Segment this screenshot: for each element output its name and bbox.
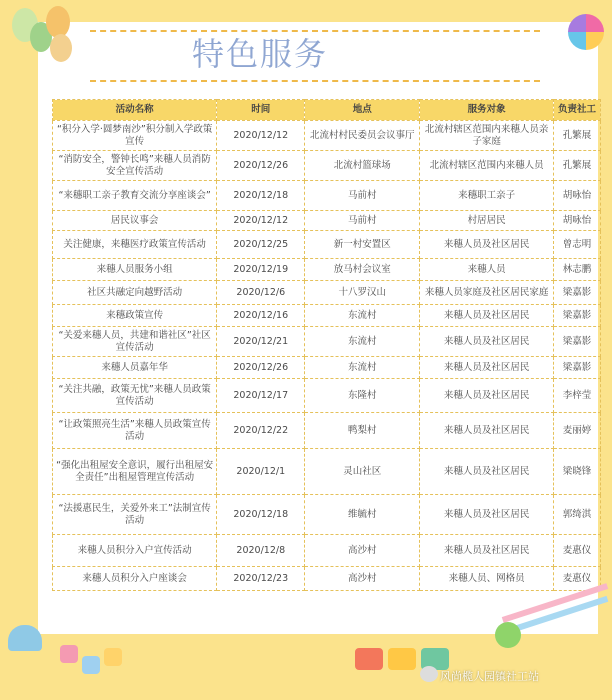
- abc-blocks-icon: [60, 645, 78, 663]
- worker-cell: 孔繁展: [554, 121, 601, 151]
- audience-cell: 来穗人员及社区居民: [420, 357, 554, 379]
- location-cell: 维毓村: [305, 495, 420, 535]
- location-cell: 马前村: [305, 181, 420, 211]
- abc-blocks-icon: [82, 656, 100, 674]
- footer-watermark: 风尚榄人园镇社工站: [440, 670, 539, 683]
- worker-cell: 胡咏怡: [554, 211, 601, 231]
- location-cell: 东流村: [305, 327, 420, 357]
- table-row: [53, 495, 601, 535]
- audience-cell: 来穗人员及社区居民: [420, 535, 554, 567]
- date-cell: 2020/12/18: [217, 495, 305, 535]
- activity-cell: 来穗人员积分入户宣传活动: [53, 535, 217, 567]
- activity-cell: 来穗人员嘉年华: [53, 357, 217, 379]
- date-cell: 2020/12/18: [217, 181, 305, 211]
- worker-cell: 麦惠仪: [554, 535, 601, 567]
- audience-cell: 来穗人员及社区居民: [420, 231, 554, 259]
- date-cell: 2020/12/22: [217, 413, 305, 449]
- location-cell: 新一村安置区: [305, 231, 420, 259]
- worker-cell: 梁晓锋: [554, 449, 601, 495]
- location-cell: 放马村会议室: [305, 259, 420, 281]
- location-cell: 鸭梨村: [305, 413, 420, 449]
- worker-cell: 曾志明: [554, 231, 601, 259]
- location-cell: 高沙村: [305, 567, 420, 591]
- audience-cell: 北流村辖区范围内来穗人员亲子家庭: [420, 121, 554, 151]
- table-row: [53, 151, 601, 181]
- header-worker: 负责社工: [554, 100, 601, 121]
- header-activity: 活动名称: [53, 100, 217, 121]
- header-audience: 服务对象: [420, 100, 554, 121]
- date-cell: 2020/12/26: [217, 357, 305, 379]
- location-cell: 灵山社区: [305, 449, 420, 495]
- activity-cell: “强化出租屋安全意识，履行出租屋安全责任”出租屋管理宣传活动: [53, 449, 217, 495]
- worker-cell: 孔繁展: [554, 151, 601, 181]
- worker-cell: 麦丽婷: [554, 413, 601, 449]
- audience-cell: 来穗人员及社区居民: [420, 379, 554, 413]
- audience-cell: 来穗职工亲子: [420, 181, 554, 211]
- audience-cell: 来穗人员及社区居民: [420, 495, 554, 535]
- table-row: [53, 413, 601, 449]
- train-icon: [355, 648, 383, 670]
- activity-cell: “法援惠民生，关爱外来工”法制宣传活动: [53, 495, 217, 535]
- date-cell: 2020/12/8: [217, 535, 305, 567]
- table-row: [53, 449, 601, 495]
- stroller-icon: [8, 625, 42, 651]
- date-cell: 2020/12/21: [217, 327, 305, 357]
- worker-cell: 李梓莹: [554, 379, 601, 413]
- table-row: [53, 211, 601, 231]
- table-row: [53, 281, 601, 305]
- location-cell: 北流村村民委员会议事厅: [305, 121, 420, 151]
- worker-cell: 林志鹏: [554, 259, 601, 281]
- page-title: 特色服务: [191, 35, 328, 73]
- location-cell: 高沙村: [305, 535, 420, 567]
- header-date: 时间: [217, 100, 305, 121]
- worker-cell: 郭绮淇: [554, 495, 601, 535]
- audience-cell: 北流村辖区范围内来穗人员: [420, 151, 554, 181]
- table-row: [53, 259, 601, 281]
- activity-cell: 来穗人员积分入户座谈会: [53, 567, 217, 591]
- activity-cell: 来穗政策宣传: [53, 305, 217, 327]
- location-cell: 东流村: [305, 305, 420, 327]
- activity-cell: “来穗职工亲子教育交流分享座谈会”: [53, 181, 217, 211]
- location-cell: 东流村: [305, 357, 420, 379]
- date-cell: 2020/12/17: [217, 379, 305, 413]
- abc-blocks-icon: [104, 648, 122, 666]
- worker-cell: 梁嘉影: [554, 357, 601, 379]
- audience-cell: 来穗人员及社区居民: [420, 413, 554, 449]
- date-cell: 2020/12/16: [217, 305, 305, 327]
- location-cell: 十八罗汉山: [305, 281, 420, 305]
- date-cell: 2020/12/6: [217, 281, 305, 305]
- table-row: [53, 305, 601, 327]
- service-table: [52, 99, 601, 591]
- table-row: [53, 535, 601, 567]
- date-cell: 2020/12/23: [217, 567, 305, 591]
- date-cell: 2020/12/12: [217, 121, 305, 151]
- location-cell: 东隆村: [305, 379, 420, 413]
- frog-toy-icon: [495, 622, 521, 648]
- audience-cell: 来穗人员及社区居民: [420, 327, 554, 357]
- wechat-icon: [420, 666, 438, 682]
- date-cell: 2020/12/12: [217, 211, 305, 231]
- table-row: [53, 357, 601, 379]
- activity-cell: “关爱来穗人员，共建和谐社区”社区宣传活动: [53, 327, 217, 357]
- activity-cell: 关注健康，来穗医疗政策宣传活动: [53, 231, 217, 259]
- activity-cell: 居民议事会: [53, 211, 217, 231]
- audience-cell: 来穗人员: [420, 259, 554, 281]
- activity-cell: “消防安全，警钟长鸣”来穗人员消防安全宣传活动: [53, 151, 217, 181]
- worker-cell: 麦惠仪: [554, 567, 601, 591]
- activity-cell: “积分入学·圆梦南沙”积分制入学政策宣传: [53, 121, 217, 151]
- table-row: [53, 121, 601, 151]
- activity-cell: 社区共融定向越野活动: [53, 281, 217, 305]
- audience-cell: 村居居民: [420, 211, 554, 231]
- balloon-icon: [50, 34, 72, 62]
- balloon-icon: [46, 6, 70, 38]
- audience-cell: 来穗人员家庭及社区居民家庭: [420, 281, 554, 305]
- date-cell: 2020/12/26: [217, 151, 305, 181]
- audience-cell: 来穗人员、网格员: [420, 567, 554, 591]
- activity-cell: “让政策照亮生活”来穗人员政策宣传活动: [53, 413, 217, 449]
- worker-cell: 梁嘉影: [554, 305, 601, 327]
- pinwheel-icon: [568, 14, 604, 50]
- date-cell: 2020/12/25: [217, 231, 305, 259]
- worker-cell: 梁嘉影: [554, 281, 601, 305]
- header-location: 地点: [305, 100, 420, 121]
- activity-cell: “关注共融，政策无忧”来穗人员政策宣传活动: [53, 379, 217, 413]
- audience-cell: 来穗人员及社区居民: [420, 449, 554, 495]
- location-cell: 北流村篮球场: [305, 151, 420, 181]
- worker-cell: 胡咏怡: [554, 181, 601, 211]
- date-cell: 2020/12/1: [217, 449, 305, 495]
- table-row: [53, 181, 601, 211]
- activity-cell: 来穗人员服务小组: [53, 259, 217, 281]
- audience-cell: 来穗人员及社区居民: [420, 305, 554, 327]
- location-cell: 马前村: [305, 211, 420, 231]
- table-row: [53, 231, 601, 259]
- date-cell: 2020/12/19: [217, 259, 305, 281]
- train-icon: [388, 648, 416, 670]
- table-row: [53, 379, 601, 413]
- table-row: [53, 327, 601, 357]
- table-header-row: [53, 100, 601, 121]
- table-row: [53, 567, 601, 591]
- worker-cell: 梁嘉影: [554, 327, 601, 357]
